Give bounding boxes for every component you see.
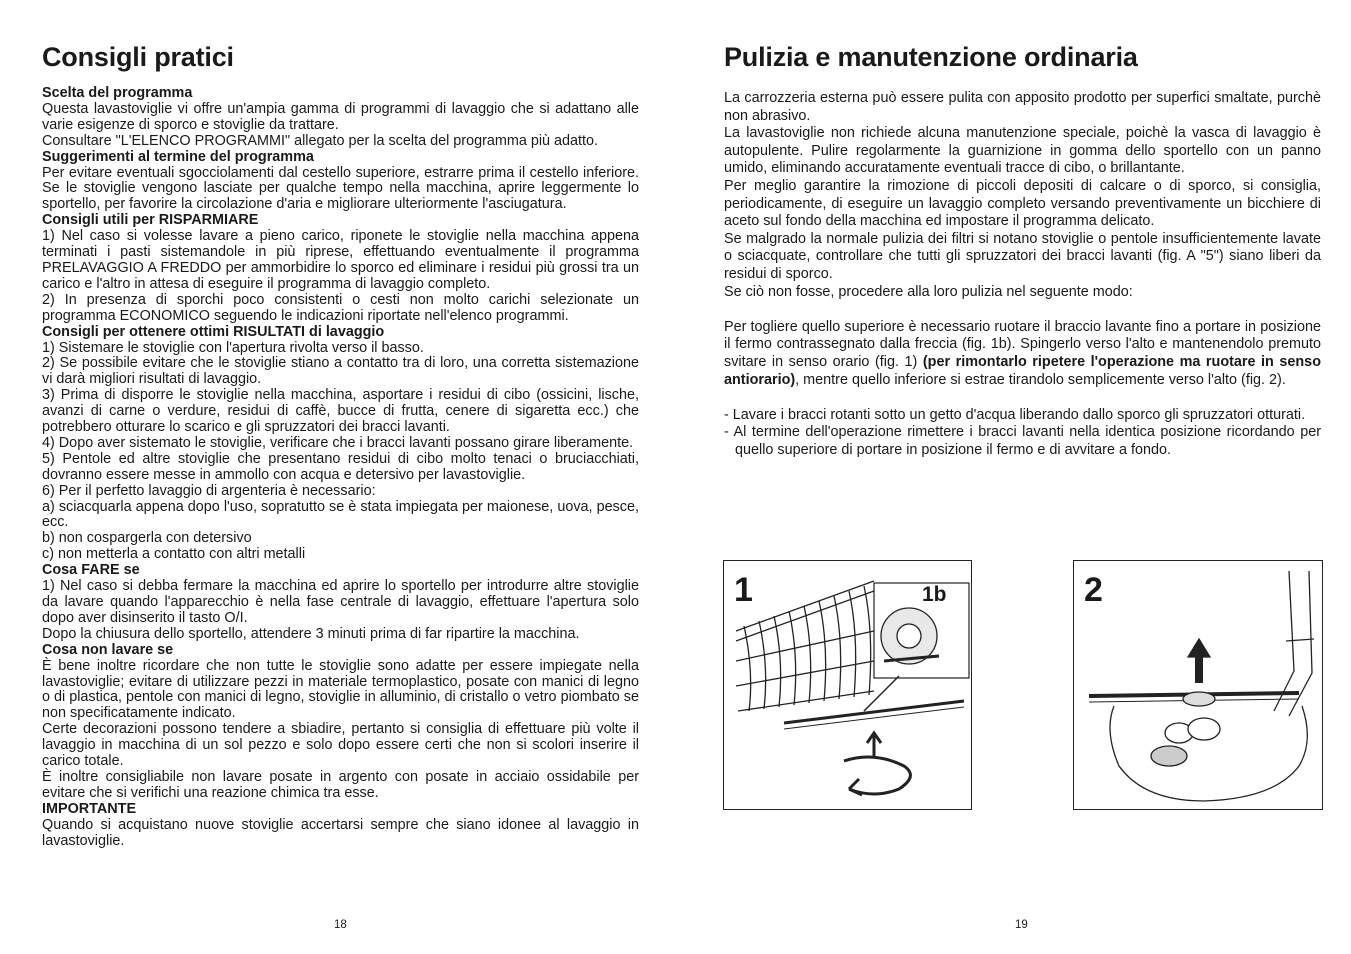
paragraph: La carrozzeria esterna può essere pulita con apposito prodotto per superfici smaltate, purchè non abrasivo.: [724, 90, 1321, 124]
paragraph: c) non metterla a contatto con altri metalli: [42, 546, 306, 563]
page-number-left: 18: [334, 919, 347, 931]
figure-label: 1: [734, 571, 753, 609]
paragraph: Se ciò non fosse, procedere alla loro pulizia nel seguente modo:: [724, 283, 1133, 300]
paragraph: Per meglio garantire la rimozione di piccoli depositi di calcare o di sporco, si consiglia, periodicamente, di eseguire un lavaggio completo versando preventivamente un bicchiere di aceto sul fondo della macchina ed impostare il programma delicato.: [724, 177, 1321, 230]
section-heading: Consigli utili per RISPARMIARE: [42, 212, 259, 229]
paragraph: Questa lavastoviglie vi offre un'ampia gamma di programmi di lavaggio che si adattano alle varie esigenze di sporco e stoviglie da trattare.: [42, 100, 639, 133]
paragraph: È bene inoltre ricordare che non tutte le stoviglie sono adatte per essere impiegate nella lavastoviglie; evitare di utilizzare pezzi in materiale termoplastico, posate con manici di legno o di plastica, pentole con manici di legno, stoviglie in alluminio, di cristallo o vetro piombato se non specificatamente indicato.: [42, 657, 639, 722]
paragraph: Quando si acquistano nuove stoviglie accertarsi sempre che siano idonee al lavaggio in lavastoviglie.: [42, 816, 639, 849]
paragraph: 2) Se possibile evitare che le stoviglie stiano a contatto tra di loro, una corretta sistemazione vi darà migliori risultati di lavaggio.: [42, 355, 639, 388]
paragraph: 4) Dopo aver sistemato le stoviglie, verificare che i bracci lavanti possano girare liberamente.: [42, 434, 634, 451]
section-heading: Scelta del programma: [42, 85, 193, 101]
paragraph: Consultare "L'ELENCO PROGRAMMI" allegato per la scelta del programma più adatto.: [42, 132, 599, 149]
page-number-right: 19: [1015, 919, 1028, 931]
paragraph: 1) Sistemare le stoviglie con l'apertura rivolta verso il basso.: [42, 339, 424, 356]
figure-label: 2: [1084, 571, 1103, 609]
paragraph: È inoltre consigliabile non lavare posate in argento con posate in acciaio ossidabile per evitare che si verifichi una reazione chimica tra esse.: [42, 768, 639, 801]
section-heading: IMPORTANTE: [42, 800, 137, 817]
paragraph: 5) Pentole ed altre stoviglie che presentano residui di cibo molto tenaci o bruciacchiati, dovranno essere messe in ammollo con acqua e detersivo per lavastoviglie.: [42, 450, 639, 483]
paragraph: 2) In presenza di sporchi poco consistenti o cesti non molto carichi selezionate un programma ECONOMICO seguendo le indicazioni riportate nell'elenco programmi.: [42, 291, 639, 324]
paragraph: a) sciacquarla appena dopo l'uso, sopratutto se è stata impiegata per maionese, uova, pesce, ecc.: [42, 498, 639, 531]
page-title-right: Pulizia e manutenzione ordinaria: [724, 42, 1138, 72]
paragraph: b) non cospargerla con detersivo: [42, 530, 252, 547]
page-title: Consigli pratici: [42, 42, 234, 72]
paragraph: Per evitare eventuali sgocciolamenti dal cestello superiore, estrarre prima il cestello inferiore. Se le stoviglie vengono lasciate per qualche tempo nella macchina, aprire leggermente lo sportello, per favorire la circolazione d'aria e migliorare ulteriormente l'asciugatura.: [42, 164, 639, 213]
figure-1-upper-spray-arm: [723, 560, 972, 810]
paragraph: 6) Per il perfetto lavaggio di argenteria è necessario:: [42, 482, 376, 499]
paragraph: Dopo la chiusura dello sportello, attendere 3 minuti prima di far ripartire la macchina.: [42, 625, 580, 642]
section-heading: Cosa FARE se: [42, 562, 140, 579]
figure-2-lower-spray-arm: [1073, 560, 1323, 810]
section-heading: Suggerimenti al termine del programma: [42, 148, 314, 165]
bullet-item: - Al termine dell'operazione rimettere i bracci lavanti nella identica posizione ricordando per quello superiore di portare in posizione il fermo e di avvitare a fondo.: [724, 424, 1321, 458]
section-heading: Consigli per ottenere ottimi RISULTATI di lavaggio: [42, 323, 385, 340]
section-heading: Cosa non lavare se: [42, 641, 174, 658]
paragraph: La lavastoviglie non richiede alcuna manutenzione speciale, poichè la vasca di lavaggio è autopulente. Pulire regolarmente la guarnizione in gomma dello sportello con un panno umido, eliminando accuratamente eventuali tracce di cibo, o brillantante.: [724, 125, 1321, 177]
paragraph: 3) Prima di disporre le stoviglie nella macchina, asportare i residui di cibo (ossicini, lische, avanzi di carne o verdure, residui di caffè, bucce di frutta, cenere di sigaretta ecc.) che potrebbero otturare lo scarico e gli spruzzatori dei bracci lavanti.: [42, 387, 639, 436]
paragraph: Certe decorazioni possono tendere a sbiadire, pertanto si consiglia di effettuare più volte il lavaggio in macchina di un sol pezzo e solo dopo essere certi che non si scolori inserire il carico totale.: [42, 721, 639, 770]
figure-label-1b: 1b: [922, 583, 947, 606]
paragraph: Se malgrado la normale pulizia dei filtri si notano stoviglie o pentole insufficientemente lavate o sciacquate, controllare che tutti gli spruzzatori dei bracci lavanti (fig. A "5") siano liberi da residui di sporco.: [724, 230, 1321, 282]
bullet-item: - Lavare i bracci rotanti sotto un getto d'acqua liberando dallo sporco gli spruzzatori otturati.: [724, 406, 1306, 423]
lower-spray-arm-illustration: [1074, 561, 1324, 811]
right-body-text: [724, 90, 1321, 459]
left-body-text: [42, 86, 639, 850]
paragraph: 1) Nel caso si volesse lavare a pieno carico, riponete le stoviglie nella macchina appena terminati i pasti sistemandole in più riprese, effettuando eventualmente il programma PRELAVAGGIO A FREDDO per ammorbidire lo sporco ed eliminare i residui più grossi tra un carico e l'altro in attesa di eseguire il programma di lavaggio completo.: [42, 228, 639, 292]
paragraph: 1) Nel caso si debba fermare la macchina ed aprire lo sportello per introdurre altre stoviglie da lavare quando l'apparecchio è nella fase centrale di lavaggio, effettuare l'apertura solo dopo aver disinserito il tasto O/I.: [42, 578, 639, 626]
paragraph-arm-removal: Per togliere quello superiore è necessario ruotare il braccio lavante fino a portare in posizione il fermo contrassegnato dalla freccia (fig. 1b). Spingerlo verso l'alto e mantenendolo premuto svitare in senso orario (fig. 1) (per rimontarlo ripetere l'operazione ma ruotare in senso antiorario), mentre quello inferiore si estrae tirandolo semplicemente verso l'alto (fig. 2).: [724, 318, 1321, 388]
